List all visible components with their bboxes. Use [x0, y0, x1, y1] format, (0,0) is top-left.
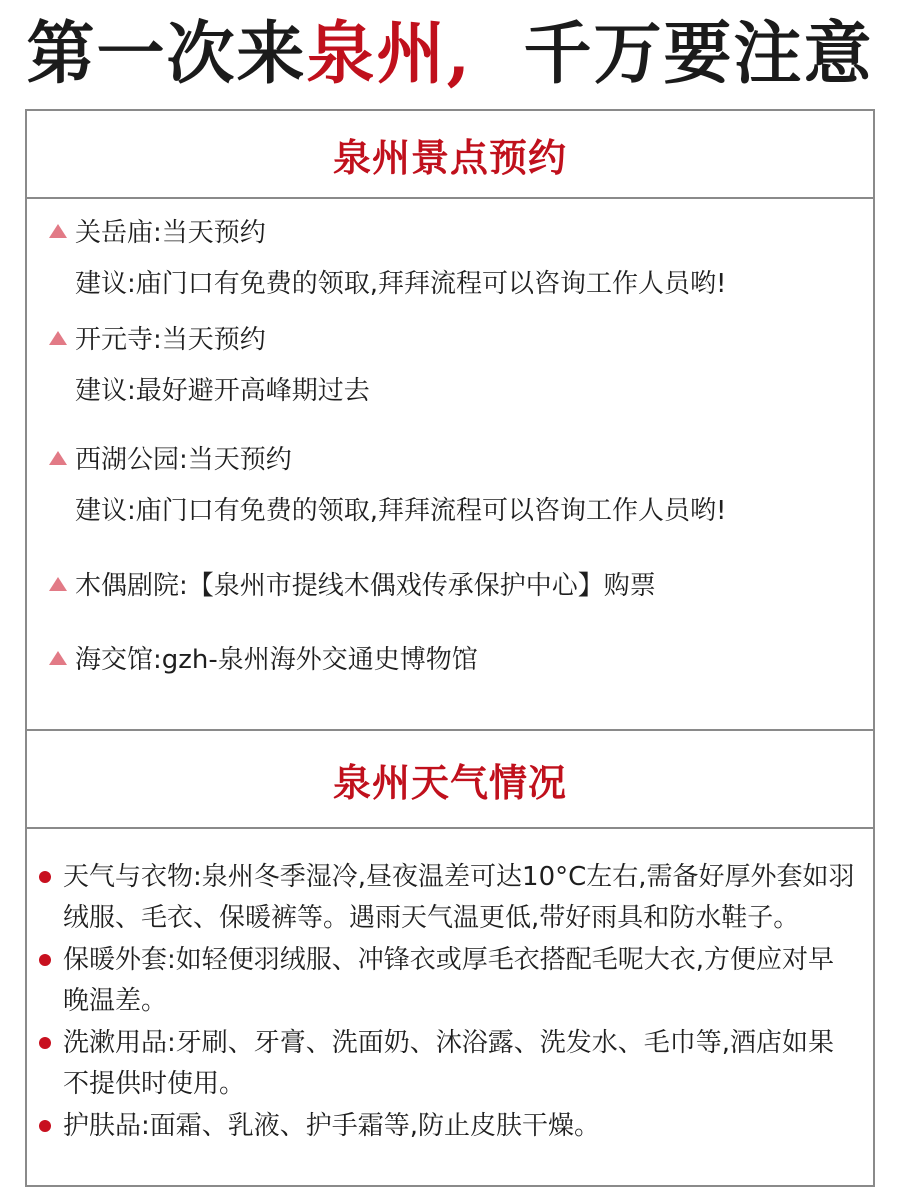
spot-name: 木偶剧院:【泉州市提线木偶戏传承保护中心】购票	[75, 571, 656, 601]
title-part-3: 千万要注意	[523, 14, 874, 94]
list-item	[27, 643, 873, 677]
list-item	[27, 216, 873, 301]
title-part-1: 第一次来	[26, 14, 307, 94]
triangle-bullet-icon	[49, 224, 67, 238]
weather-list	[27, 857, 873, 1148]
dot-bullet-icon	[39, 1037, 51, 1049]
weather-item-text: 天气与衣物:泉州冬季湿冷,昼夜温差可达10°C左右,需备好厚外套如羽绒服、毛衣、保暖裤等。遇雨天气温更低,带好雨具和防水鞋子。	[63, 862, 855, 933]
spot-name: 关岳庙:当天预约	[75, 218, 266, 248]
attractions-panel	[25, 109, 875, 731]
page-title	[0, 12, 900, 96]
weather-item-text: 洗漱用品:牙刷、牙膏、洗面奶、沐浴露、洗发水、毛巾等,酒店如果不提供时使用。	[63, 1028, 835, 1099]
weather-heading: 泉州天气情况	[27, 731, 873, 829]
spot-advice: 建议:庙门口有免费的领取,拜拜流程可以咨询工作人员哟!	[75, 269, 727, 299]
list-item	[27, 1023, 873, 1105]
attractions-heading: 泉州景点预约	[27, 111, 873, 199]
weather-item-text: 保暖外套:如轻便羽绒服、冲锋衣或厚毛衣搭配毛呢大衣,方便应对早晚温差。	[63, 945, 835, 1016]
triangle-bullet-icon	[49, 577, 67, 591]
spot-advice: 建议:最好避开高峰期过去	[75, 376, 370, 406]
dot-bullet-icon	[39, 954, 51, 966]
spot-name: 海交馆:gzh-泉州海外交通史博物馆	[75, 645, 478, 675]
list-item	[27, 857, 873, 939]
spot-name: 开元寺:当天预约	[75, 325, 266, 355]
weather-panel	[25, 729, 875, 1187]
list-item	[27, 940, 873, 1022]
dot-bullet-icon	[39, 871, 51, 883]
dot-bullet-icon	[39, 1120, 51, 1132]
triangle-bullet-icon	[49, 451, 67, 465]
spot-name: 西湖公园:当天预约	[75, 445, 292, 475]
spot-advice: 建议:庙门口有免费的领取,拜拜流程可以咨询工作人员哟!	[75, 496, 727, 526]
list-item	[27, 443, 873, 528]
list-item	[27, 323, 873, 408]
list-item	[27, 569, 873, 603]
triangle-bullet-icon	[49, 651, 67, 665]
title-part-2: 泉州,	[306, 14, 473, 94]
weather-item-text: 护肤品:面霜、乳液、护手霜等,防止皮肤干燥。	[63, 1111, 601, 1141]
triangle-bullet-icon	[49, 331, 67, 345]
list-item	[27, 1106, 873, 1147]
